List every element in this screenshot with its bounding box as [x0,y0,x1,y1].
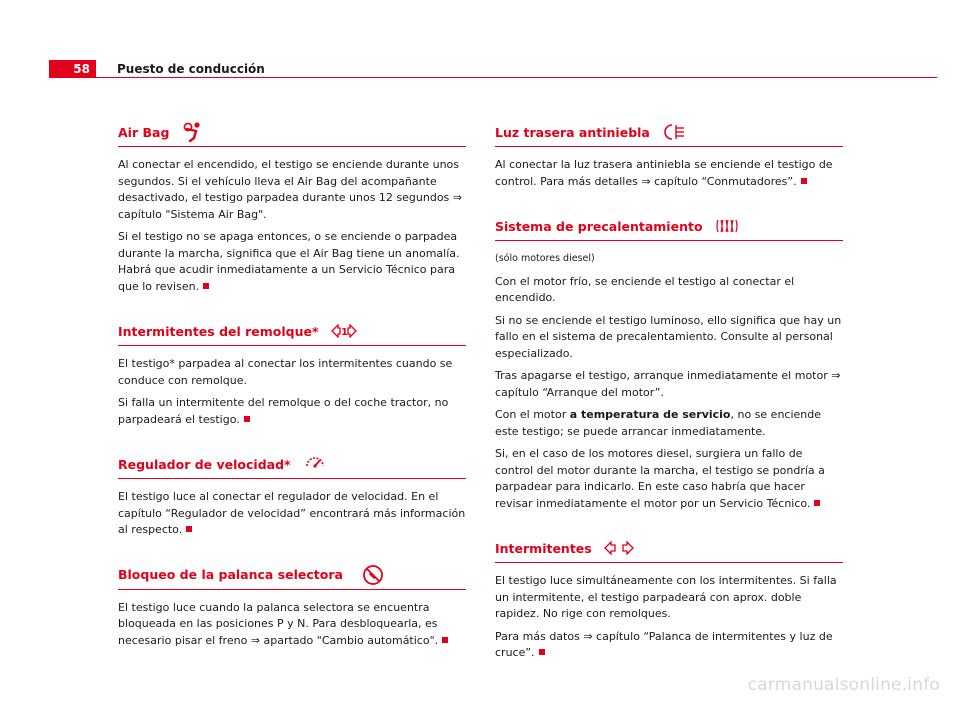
section-selector-lever-lock [118,561,466,650]
end-mark [814,500,820,506]
glow-text-4-emphasis: a temperatura de servicio [569,408,731,421]
section-heading [495,534,843,563]
airbag-text-1: Al conectar el encendido, el testigo se enciende durante unos segundos. Si el vehículo lleva el Air Bag del acompañante desactivado, el testigo parpadea durante unos 12 segundos ⇒ capítulo "Sistema Air Bag". [118,158,463,221]
section-rear-fog-light [495,118,843,190]
section-heading [118,317,466,346]
glow-text-1: Con el motor frío, se enciende el testigo al conectar el encendido. [495,274,795,304]
svg-text:1: 1 [340,327,348,338]
section-cruise-control [118,450,466,539]
right-column [495,118,843,684]
glow-text-2: Si no se enciende el testigo luminoso, ello significa que hay un fallo en el sistema de precalentamiento. Consulte al personal especializado. [495,313,842,360]
section-heading [118,450,466,479]
glow-text-5: Si, en el caso de los motores diesel, surgiera un fallo de control del motor durante la marcha, el testigo se pondría a parpadear para indicarlo. En este caso habría que hacer revisar inmediatamente el motor por un Servicio Técnico. [495,447,825,510]
airbag-text-2: Si el testigo no se apaga entonces, o se enciende o parpadea durante la marcha, significa que el Air Bag tiene un anomalía. Habrá que acudir inmediatamente a un Servicio Técnico para que lo revisen. [118,230,460,293]
turn-text-2: Para más datos ⇒ capítulo “Palanca de intermitentes y luz de cruce”. [495,629,833,659]
cruise-control-icon [303,452,327,476]
lever-text-1: El testigo luce cuando la palanca selectora se encuentra bloqueada en las posiciones P y N. Para desbloquearla, es necesario pisar el freno ⇒ apartado "Cambio automático". [118,600,439,647]
end-mark [244,416,250,422]
section-glow-plug [495,212,843,512]
end-mark [801,178,807,184]
page-header [49,60,937,78]
section-heading [495,118,843,147]
glow-text-4c: , no se enciende este testigo; se puede arrancar inmediatamente. [495,408,822,438]
section-title: Intermitentes [495,540,592,556]
turn-signal-icon [604,541,634,555]
section-title: Luz trasera antiniebla [495,124,650,140]
rear-fog-light-icon [662,122,686,142]
fog-text-1: Al conectar la luz trasera antiniebla se enciende el testigo de control. Para más detalles ⇒ capítulo “Conmutadores”. [495,158,833,188]
section-title: Sistema de precalentamiento [495,218,703,234]
end-mark [186,526,192,532]
trailer-text-1: El testigo* parpadea al conectar los intermitentes cuando se conduce con remolque. [118,357,453,387]
cruise-text-1: El testigo luce al conectar el regulador de velocidad. En el capítulo “Regulador de velocidad” encontrará más información al respecto. [118,490,466,536]
turn-text-1: El testigo luce simultáneamente con los intermitentes. Si falla un intermitente, el testigo parpadeará con aprox. doble rapidez. No rige con remolques. [495,574,837,620]
end-mark [539,649,545,655]
section-title: Intermitentes del remolque* [118,323,319,339]
end-mark [203,283,209,289]
section-title: Bloqueo de la palanca selectora [118,567,343,582]
header-rule [96,77,937,78]
left-column [118,118,466,671]
section-title: Air Bag [118,124,170,140]
section-title: Regulador de velocidad* [118,456,291,472]
airbag-icon [181,121,205,143]
page-number: 58 [49,60,96,78]
end-mark [442,637,448,643]
section-heading [118,118,466,147]
section-trailer-signals [118,317,466,428]
section-heading [495,212,843,241]
watermark: carmanualsonline.info [747,675,940,695]
glow-plug-icon [715,218,739,234]
trailer-turn-signal-icon [331,324,357,338]
page-title: Puesto de conducción [117,62,265,76]
trailer-text-2: Si falla un intermitente del remolque o del coche tractor, no parpadeará el testigo. [118,396,449,426]
section-heading [118,561,466,590]
glow-note: (sólo motores diesel) [495,253,595,264]
selector-lever-lock-icon [361,564,385,586]
section-airbag [118,118,466,295]
glow-text-4a: Con el motor [495,408,570,421]
section-turn-signals [495,534,843,662]
glow-text-3: Tras apagarse el testigo, arranque inmediatamente el motor ⇒ capítulo “Arranque del motor”. [495,369,841,399]
